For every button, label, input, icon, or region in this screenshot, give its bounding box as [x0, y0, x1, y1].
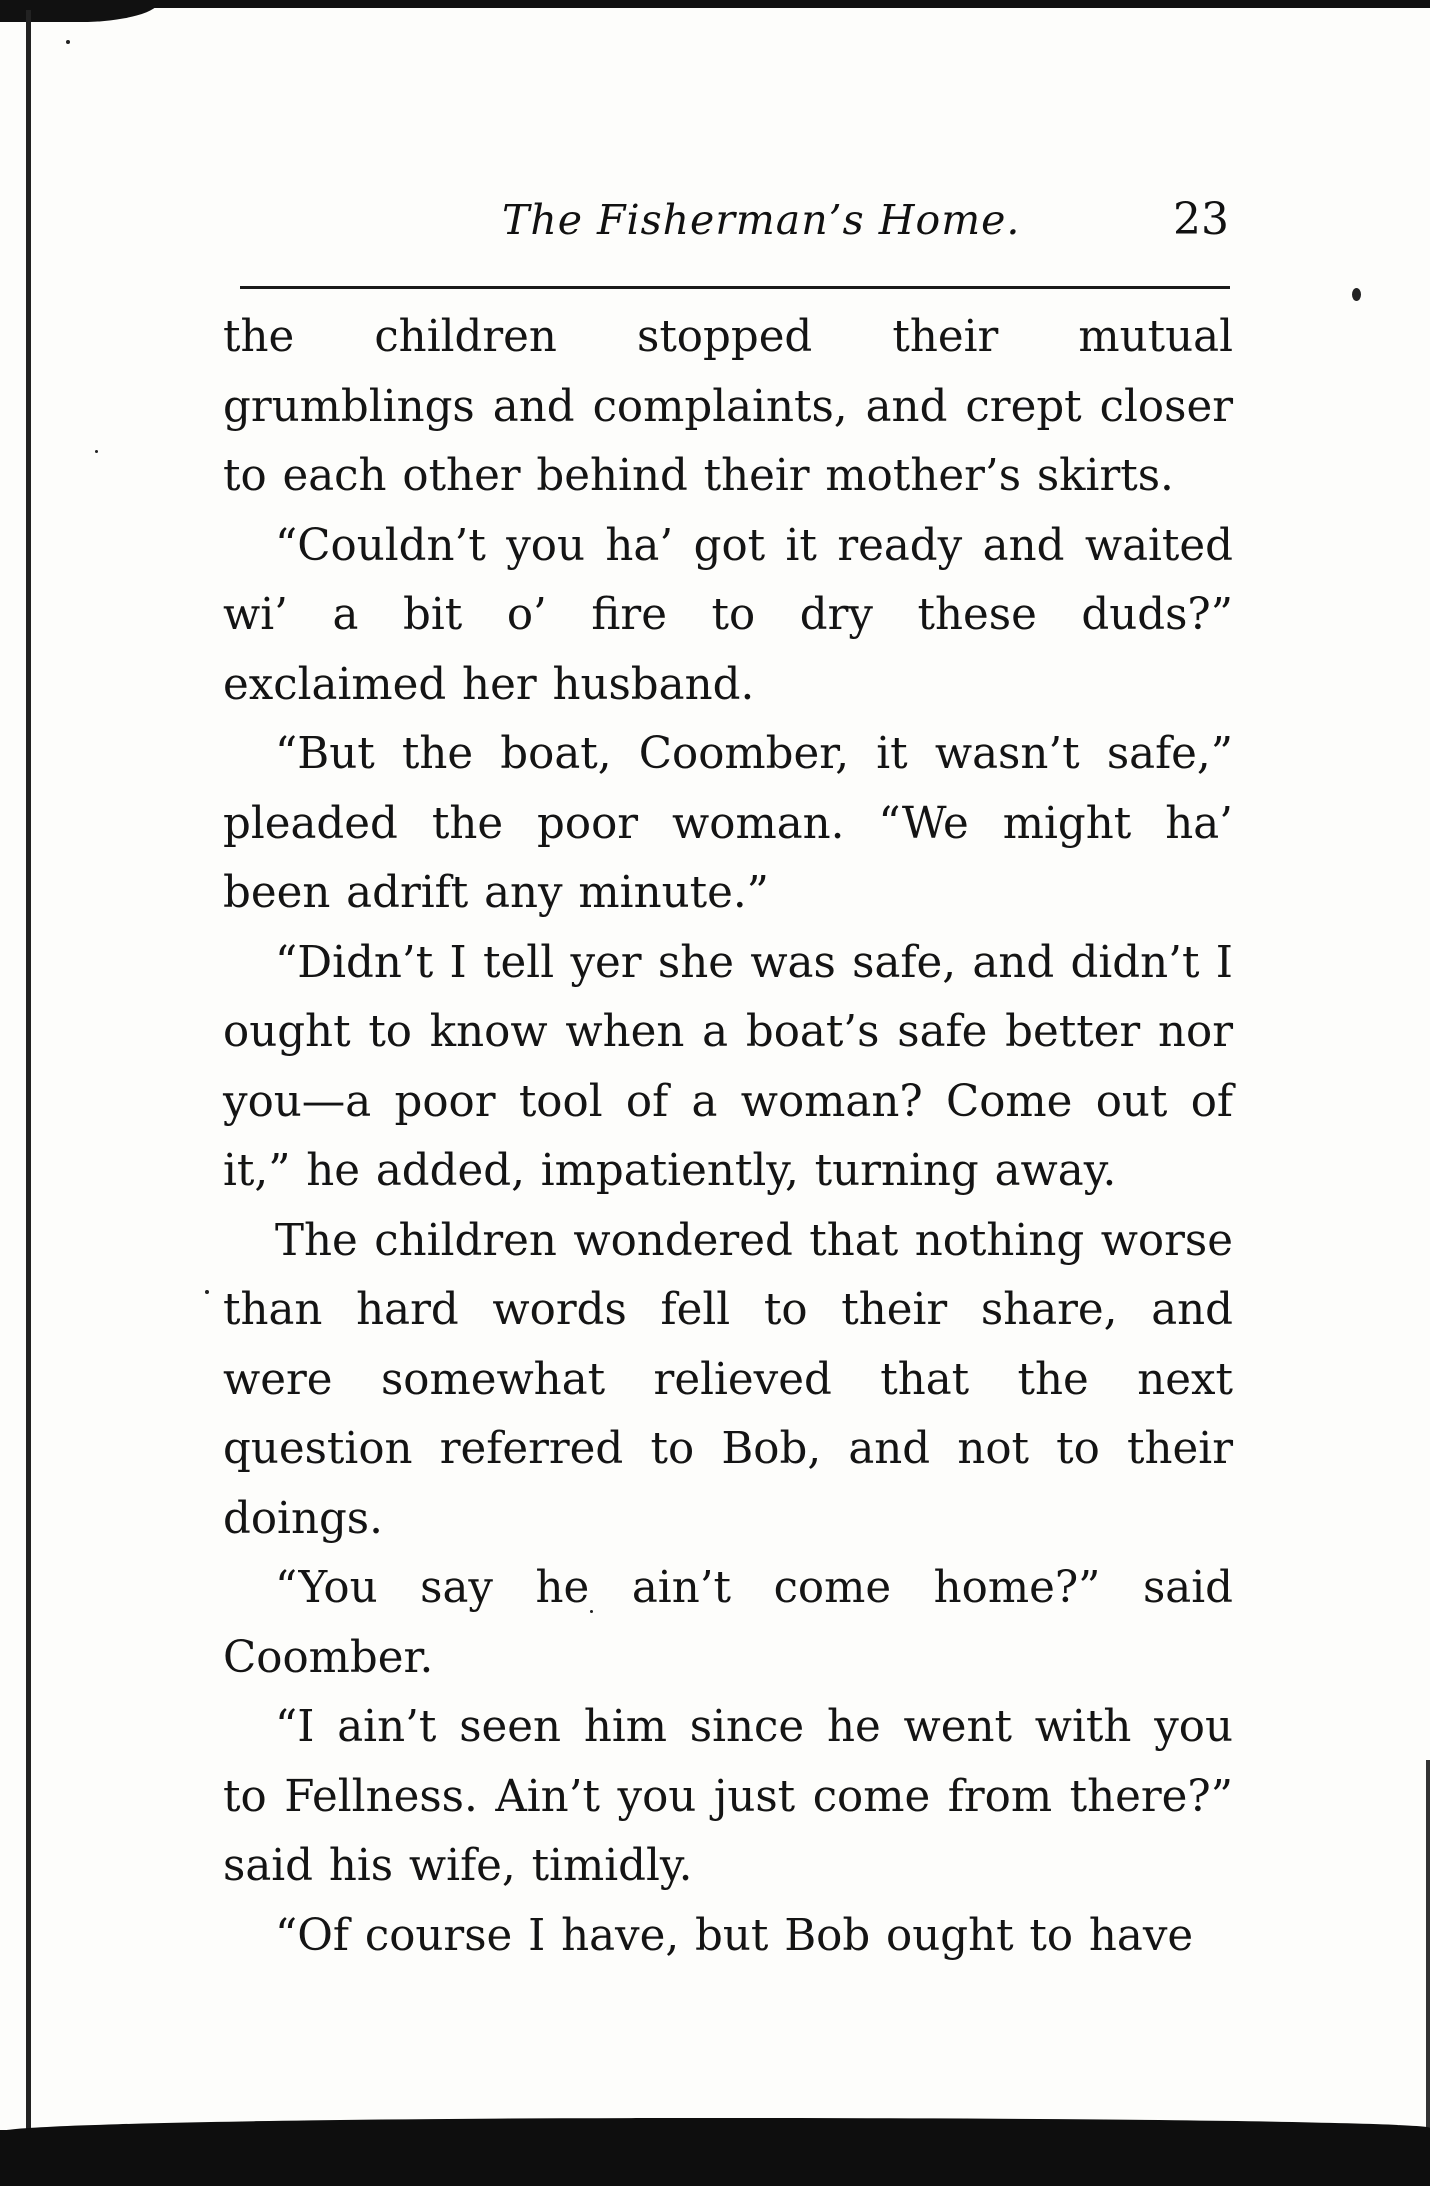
- body-text: [223, 303, 1233, 1971]
- running-head: [232, 196, 1232, 256]
- paragraph: “Of course I have, but Bob ought to have: [275, 1910, 1194, 1961]
- ink-speck: [205, 1290, 209, 1294]
- scan-edge-bottom: [0, 2130, 1430, 2186]
- paragraph: “But the boat, Coomber, it wasn’t safe,” pleaded the poor woman. “We might ha’ been adrift any minute.”: [223, 729, 1233, 918]
- page-number: 23: [1173, 194, 1229, 245]
- running-title: The Fisherman’s Home.: [502, 196, 1021, 244]
- paragraph: “You say he ain’t come home?” said Coomber.: [223, 1563, 1233, 1683]
- scan-edge-top: [0, 0, 1430, 8]
- ink-speck: [66, 40, 70, 44]
- ink-speck: [1352, 288, 1361, 301]
- paragraph: “Couldn’t you ha’ got it ready and waited wi’ a bit o’ fire to dry these duds?” exclaimed her husband.: [223, 520, 1233, 710]
- scan-edge-right: [1426, 1760, 1430, 2140]
- ink-speck: [95, 450, 98, 453]
- paragraph: The children wondered that nothing worse than hard words fell to their share, and were somewhat relieved that the next question referred to Bob, and not to their doings.: [223, 1215, 1233, 1544]
- paragraph: “I ain’t seen him since he went with you to Fellness. Ain’t you just come from there?” said his wife, timidly.: [223, 1702, 1233, 1891]
- scan-edge-left: [26, 10, 31, 2140]
- paragraph: the children stopped their mutual grumblings and complaints, and crept closer to each other behind their mother’s skirts.: [223, 312, 1233, 501]
- header-rule: [240, 286, 1230, 289]
- paragraph: “Didn’t I tell yer she was safe, and didn’t I ought to know when a boat’s safe better nor you—a poor tool of a woman? Come out of it,” he added, impatiently, turning away.: [223, 937, 1233, 1196]
- scan-edge-corner: [0, 0, 160, 22]
